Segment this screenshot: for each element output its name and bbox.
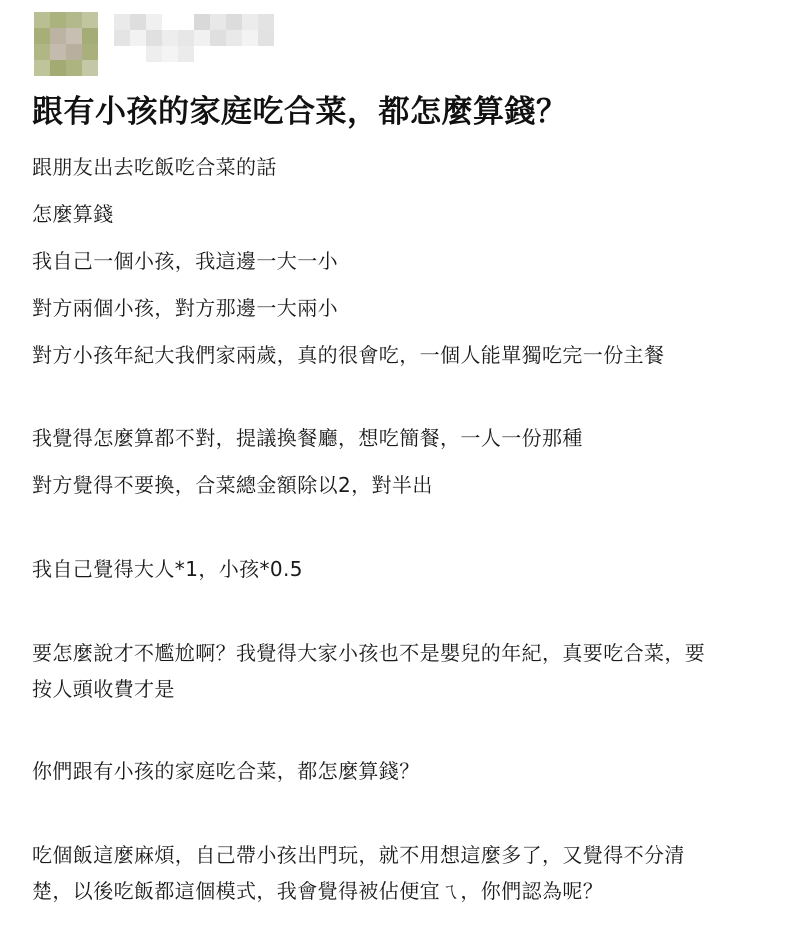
body-line: 對方兩個小孩，對方那邊一大兩小 (32, 296, 338, 320)
post-header (34, 12, 794, 76)
body-line: 要怎麼說才不尷尬啊？我覺得大家小孩也不是嬰兒的年紀，真要吃合菜，要 (32, 641, 706, 665)
body-line: 跟朋友出去吃飯吃合菜的話 (32, 155, 277, 179)
post-title: 跟有小孩的家庭吃合菜，都怎麼算錢？ (32, 94, 568, 130)
body-line: 怎麼算錢 (32, 202, 114, 226)
avatar[interactable] (34, 12, 98, 76)
body-line: 你們跟有小孩的家庭吃合菜，都怎麼算錢？ (32, 759, 420, 783)
body-line: 吃個飯這麼麻煩，自己帶小孩出門玩，就不用想這麼多了，又覺得不分清 (32, 843, 685, 867)
body-line: 按人頭收費才是 (32, 677, 175, 701)
body-line: 我覺得怎麼算都不對，提議換餐廳，想吃簡餐，一人一份那種 (32, 426, 583, 450)
author-name[interactable] (114, 14, 274, 74)
body-line: 楚，以後吃飯都這個模式，我會覺得被佔便宜ㄟ，你們認為呢？ (32, 879, 604, 903)
body-line: 我自己覺得大人*1，小孩*0.5 (32, 557, 303, 581)
body-line: 我自己一個小孩，我這邊一大一小 (32, 249, 338, 273)
body-line: 對方覺得不要換，合菜總金額除以2，對半出 (32, 473, 433, 497)
body-line: 對方小孩年紀大我們家兩歲，真的很會吃，一個人能單獨吃完一份主餐 (32, 343, 665, 367)
